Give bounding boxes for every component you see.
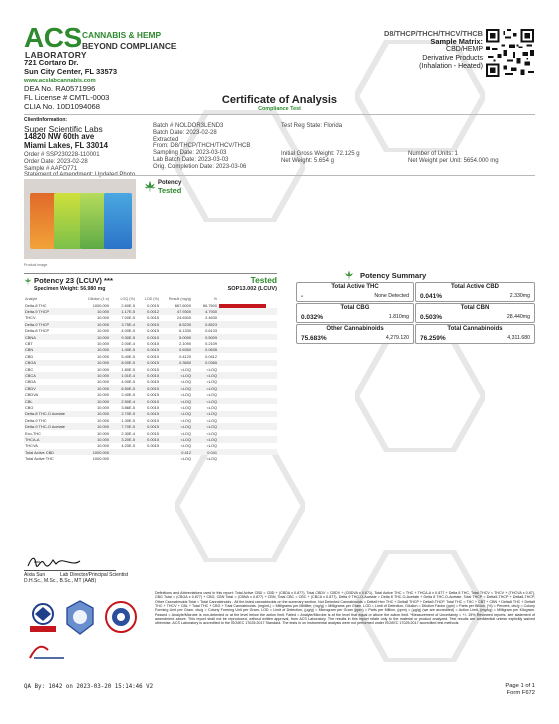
lod-cell: 0.0015 xyxy=(136,334,160,340)
qr-code-icon[interactable] xyxy=(486,29,534,77)
result-bar-cell xyxy=(218,455,277,461)
summary-amount: 28.440mg xyxy=(506,314,530,320)
sample-matrix-label: Sample Matrix: xyxy=(430,37,483,47)
lod-cell: 0.0015 xyxy=(136,372,160,378)
sop-code: SOP13.002 (LCUV) xyxy=(227,286,277,292)
result-pct-cell: 0.0365 xyxy=(192,360,218,366)
analyte-cell: Delta-9 THCP xyxy=(24,308,82,314)
result-pct-cell: 66.7600 xyxy=(202,302,217,308)
loq-cell: 2.40E-5 xyxy=(121,392,135,398)
dilution-cell: 10.000 xyxy=(82,334,110,340)
dilution-cell: 10.000 xyxy=(97,392,109,398)
specimen-weight: Specimen Weight: 56.980 mg xyxy=(34,286,106,292)
summary-total-active-cbd xyxy=(415,282,535,302)
disclaimer-text: Definitions and Abbreviations used in this report: Total Active CBD = CBD + (CBDA x 0.877), Total CBDV = CBDV + (CBDVA x 0.871), Total Active THC = THC + THCA-A x 0.877 + Delta 8 THC, Total THCV = THCV + (THCVA x 0.87), CBG Total = (CBGA x 0.877) + CBG, CBN Total = (CBNA x 0.877) + CBN, Total CBC = CBC + (CBCA x 0.877), Delta 9 THC-O-Acetate = Delta 8 THC-O-Acetate + Delta 8 THC-O-Acetate, Total THCP = Delta9-THCP + Delta8-THCP, Other Cannabinoids Total = Total Cannabinoids - All the listed cannabinoids on the summary section. Not Detected Cannabinoids = Delta9 Hex THC + Delta8 THCP + Delta9-THCP. Total THC = THC + CBT + CBN + Delta8 THC + Delta9 THC + THCV + CBL + Total THC + CBG + Total Cannabinoids. (mg/mL) = Milligrams per Milliliter, (mg/g) = Milligrams per Gram, LOD = Limit of Detection, Dilution = Dilution Factor (ppb) = Parts per Billion, (%) = Percent, cfu/g = Colony Forming Unit per Gram, cfu/g = Colony Forming Unit per Gram, LOD = Limit of Detection, (µg/g) = Microgram per Gram (ppm) = Parts per Million, (ppm) = (µg/g) (we are accredited) = Action Limit, (mg/kg) = Milligram per Kilogram. Passed = Analyte/Microbe is non-detected or at the level below the action limit. Failed = Analyte/Microbe is at the level that equal or above the action limit. *Measurement of Uncertainty = +/- 15% Reviewed reports: see statement of amendment above. This report shall not be reproduced, without written approval, from ACS Laboratory. The results in this report relate only to the material or product analyzed. Test results are confidential unless explicitly waived otherwise. ACS Laboratory is accredited to the ISO/IEC 17025:2017 Standard. The tests in on instrumental analysis were not performed under ISO/IEC 17025:2017 accredited test methods. xyxy=(155,591,535,626)
watermark-hexagon xyxy=(355,340,485,452)
page-subtitle: Compliance Test xyxy=(258,106,301,112)
extracted-from: From: D8/THCP/THCH/THCV/THCB xyxy=(153,143,251,150)
loq-cell: 4.00E-5 xyxy=(121,379,135,385)
cannabis-leaf-icon xyxy=(144,180,156,192)
dilution-cell: 10.000 xyxy=(82,423,110,429)
result-mg-cell: 8.5230 xyxy=(160,321,192,327)
result-mg-cell: 0.412 xyxy=(160,449,192,455)
extracted-label: Extracted xyxy=(153,136,179,143)
analyte-cell: Delta-8 THCP xyxy=(25,328,50,334)
loq-cell: 3.20E-5 xyxy=(110,436,136,442)
result-pct-cell: <LOQ xyxy=(206,379,217,385)
summary-amount: None Detected xyxy=(374,293,409,299)
ilac-accredited-icon xyxy=(28,602,58,634)
lod-cell: 0.0015 xyxy=(136,423,160,429)
lod-cell: 0.0015 xyxy=(136,347,160,353)
loq-cell: 1.01E-4 xyxy=(110,372,136,378)
loq-cell: 1.40E-5 xyxy=(110,347,136,353)
divider xyxy=(24,175,535,176)
client-street: 14820 NW 60th ave xyxy=(24,132,95,141)
result-mg-cell: <LOQ xyxy=(180,366,191,372)
batch-number: Batch # NOLDOR3LEND3 xyxy=(153,123,224,129)
lod-cell: 0.0015 xyxy=(136,385,160,391)
result-mg-cell: 5.0090 xyxy=(160,334,192,340)
result-mg-cell: 667.6000 xyxy=(174,302,191,308)
loq-cell: 1.80E-5 xyxy=(121,366,135,372)
analyte-cell: CBC xyxy=(25,366,34,372)
client-info xyxy=(24,116,108,150)
loq-cell: 2.30E-4 xyxy=(121,430,135,436)
result-pct-cell: <LOQ xyxy=(192,372,218,378)
lod-cell xyxy=(136,455,160,461)
analyte-cell: Delta-9 THC xyxy=(25,417,47,423)
table-header-row xyxy=(24,291,277,302)
dilution-cell: 10.000 xyxy=(97,315,109,321)
summary-label: Other Cannabinoids xyxy=(326,326,384,332)
form-number: Form F672 xyxy=(506,690,535,696)
dilution-cell: 10.000 xyxy=(97,417,109,423)
potency-summary-title: Potency Summary xyxy=(360,271,427,280)
dilution-cell: 10.000 xyxy=(97,366,109,372)
result-mg-cell: 0.4120 xyxy=(179,353,191,359)
result-mg-cell: <LOQ xyxy=(180,417,191,423)
result-pct-cell: <LOQ xyxy=(206,443,217,449)
dilution-cell: 10.000 xyxy=(82,411,110,417)
weights-block xyxy=(281,151,360,165)
lab-street: 721 Cortaro Dr. xyxy=(24,58,79,67)
analyte-cell: Delta-9 THCP xyxy=(24,321,82,327)
net-weight-per-unit: Net Weight per Unit: 5654.000 mg xyxy=(408,157,499,164)
summary-amount: 1.810mg xyxy=(388,314,409,320)
loq-cell: 4.20E-5 xyxy=(121,443,135,449)
dilution-cell: 10.000 xyxy=(82,308,110,314)
result-pct-cell: 0.0412 xyxy=(205,353,217,359)
qa-stamp: QA By: 1042 on 2023-03-20 15:14:46 V2 xyxy=(24,684,154,690)
analyte-cell: Delta-8 THC xyxy=(25,302,47,308)
potency-tested: Tested xyxy=(158,186,182,195)
analyte-cell: THCVA xyxy=(25,443,38,449)
sample-matrix-line-3: (Inhalation - Heated) xyxy=(419,62,483,70)
dilution-cell: 10.000 xyxy=(82,385,110,391)
lod-cell: 0.0015 xyxy=(147,366,159,372)
net-weight: Net Weight: 5.654 g xyxy=(281,157,334,164)
fl-license: FL License # CMTL-0003 xyxy=(24,93,110,103)
dilution-cell: 10.000 xyxy=(97,353,109,359)
summary-percent: 76.259% xyxy=(420,335,446,342)
summary-percent: 0.503% xyxy=(420,314,443,321)
loq-cell: 8.00E-5 xyxy=(110,360,136,366)
lod-cell: 0.0015 xyxy=(147,430,159,436)
lod-cell: 0.0015 xyxy=(136,436,160,442)
column-header: Dilution (1:n) xyxy=(88,297,109,302)
result-pct-cell: <LOQ xyxy=(192,411,218,417)
order-date: Order Date: 2023-02-28 xyxy=(24,158,88,165)
logo-subtext: LABORATORY xyxy=(25,50,87,60)
analyte-cell: CBNA xyxy=(24,334,82,340)
cannabis-leaf-icon xyxy=(344,270,354,280)
lab-website[interactable]: www.acslabcannabis.com xyxy=(24,77,96,84)
test-reg-state: Test Reg State: Florida xyxy=(281,123,343,129)
result-pct-cell: <LOQ xyxy=(206,366,217,372)
result-mg-cell: <LOQ xyxy=(160,385,192,391)
client-info-heading: ClientInformation: xyxy=(24,117,68,123)
dilution-cell: 10.000 xyxy=(97,328,109,334)
potency-label: Potency xyxy=(158,180,182,186)
summary-percent: 0.032% xyxy=(301,314,324,321)
product-image-caption: Product Image xyxy=(24,263,48,267)
dilution-cell: 10.000 xyxy=(82,360,110,366)
signature-image xyxy=(26,553,82,569)
result-pct-cell: 2.4630 xyxy=(205,315,217,321)
lod-cell: 0.0015 xyxy=(136,411,160,417)
lod-cell: 0.0015 xyxy=(147,328,159,334)
lod-cell: 0.0015 xyxy=(147,392,159,398)
result-pct-cell: <LOQ xyxy=(206,430,217,436)
divider xyxy=(24,114,535,115)
potency-status xyxy=(158,179,181,195)
result-mg-cell: <LOQ xyxy=(160,423,192,429)
product-image xyxy=(24,179,136,259)
summary-total-cbn xyxy=(415,303,535,323)
potency-title: Potency 23 (LCUV) *** xyxy=(34,276,113,285)
column-header: % xyxy=(213,297,217,302)
analyte-cell: Total Active THC xyxy=(25,456,54,462)
loq-cell: 9.30E-5 xyxy=(110,334,136,340)
batch-block xyxy=(153,123,250,171)
result-mg-cell: 47.9300 xyxy=(160,308,192,314)
analyte-cell: Total Active CBD xyxy=(24,449,82,455)
summary-amount: 2.330mg xyxy=(509,293,530,299)
potency-tested-badge: Tested xyxy=(250,275,277,285)
analyte-cell: CBDV xyxy=(24,385,82,391)
result-pct-cell: 4.7930 xyxy=(192,308,218,314)
completion-date: Orig. Completion Date: 2023-03-06 xyxy=(153,163,247,170)
result-mg-cell: 6.1330 xyxy=(179,328,191,334)
summary-amount: 4,279.120 xyxy=(385,335,409,341)
result-pct-cell: 0.8523 xyxy=(192,321,218,327)
dilution-cell: 10.000 xyxy=(97,404,109,410)
dilution-cell: 10.000 xyxy=(82,372,110,378)
analyte-cell: CBT xyxy=(25,341,33,347)
result-mg-cell: 0.6350 xyxy=(160,347,192,353)
analyte-cell: CBGA xyxy=(24,360,82,366)
lab-batch-date: Lab Batch Date: 2023-03-03 xyxy=(153,156,229,163)
loq-cell: 2.00E-4 xyxy=(121,341,135,347)
dilution-cell: 10.000 xyxy=(97,443,109,449)
result-mg-cell: <LOQ xyxy=(180,392,191,398)
loq-cell: 6.50E-5 xyxy=(110,385,136,391)
sample-number: Sample # AAFO771 xyxy=(24,165,78,172)
result-pct-cell: <LOQ xyxy=(206,392,217,398)
loq-cell: 2.70E-5 xyxy=(110,411,136,417)
order-number: Order # SSP230228-110001 xyxy=(24,152,100,158)
cannabinoid-table xyxy=(24,291,277,462)
column-header: LOQ (%) xyxy=(120,297,135,302)
result-mg-cell: <LOQ xyxy=(180,443,191,449)
loq-cell: 7.70E-5 xyxy=(110,423,136,429)
loq-cell: 4.00E-5 xyxy=(121,328,135,334)
dea-number: DEA No. RA0571996 xyxy=(24,84,96,94)
summary-label: Total Active CBD xyxy=(450,284,499,290)
loq-cell: 2.60E-5 xyxy=(121,302,135,308)
sample-matrix-block xyxy=(384,30,483,71)
dilution-cell: 1000.000 xyxy=(82,449,110,455)
lod-cell: 0.0015 xyxy=(147,404,159,410)
analyte-cell: CBCA xyxy=(24,372,82,378)
column-header: LOD (%) xyxy=(144,297,159,302)
dilution-cell: 10.000 xyxy=(97,379,109,385)
dilution-cell: 1000.000 xyxy=(92,456,109,462)
clia-number: CLIA No. 10D1094068 xyxy=(24,101,100,111)
analyte-cell: THCV xyxy=(25,315,36,321)
lod-cell: 0.0015 xyxy=(147,417,159,423)
sample-matrix-line-1: CBD/HEMP xyxy=(446,46,483,54)
signature-line xyxy=(24,570,116,571)
tagline-compliance: BEYOND COMPLIANCE xyxy=(82,41,177,51)
tagline-cannabis: CANNABIS & HEMP xyxy=(82,30,162,40)
result-mg-cell: <LOQ xyxy=(160,436,192,442)
loq-cell xyxy=(110,455,136,461)
state-seal-icon xyxy=(104,600,138,634)
dilution-cell: 1000.000 xyxy=(92,302,109,308)
page-number: Page 1 of 1 xyxy=(505,683,535,689)
result-pct-cell: <LOQ xyxy=(192,423,218,429)
loq-cell: 3.75E-4 xyxy=(110,321,136,327)
lab-logo xyxy=(24,22,87,60)
analyte-cell: THCA-A xyxy=(24,436,82,442)
lod-cell: 0.0015 xyxy=(147,302,159,308)
result-mg-cell: <LOQ xyxy=(180,430,191,436)
analyte-cell: Delta-8 THC-O Acetate xyxy=(24,411,82,417)
result-mg-cell: <LOQ xyxy=(160,411,192,417)
lod-cell: 0.0015 xyxy=(136,321,160,327)
column-header: Analyte xyxy=(25,297,38,302)
signer-credentials: D.H.Sc., M.Sc., B.Sc., MT (AAB) xyxy=(24,578,97,585)
result-pct-cell: <LOQ xyxy=(206,456,217,462)
loq-cell: 7.00E-5 xyxy=(121,315,135,321)
lod-cell: 0.0015 xyxy=(136,398,160,404)
lab-city: Sun City Center, FL 33573 xyxy=(24,66,118,76)
analyte-cell: CBL xyxy=(24,398,82,404)
certification-seal-icon xyxy=(64,600,96,636)
lod-cell: 0.0015 xyxy=(147,341,159,347)
result-mg-cell: <LOQ xyxy=(180,379,191,385)
summary-total-active-thc xyxy=(296,282,414,302)
sampling-date: Sampling Date: 2023-03-03 xyxy=(153,150,227,157)
analyte-cell: CBG xyxy=(25,404,34,410)
product-codes: D8/THCP/THCH/THCV/THCB xyxy=(384,29,483,38)
signer-title: Lab Director/Principal Scientist xyxy=(60,572,129,578)
page-title: Certificate of Analysis xyxy=(221,94,338,106)
summary-amount: 4,311.680 xyxy=(507,335,530,341)
result-pct-cell: <LOQ xyxy=(192,436,218,442)
result-pct-cell: 0.6133 xyxy=(205,328,217,334)
summary-total-cannabinoids xyxy=(415,324,535,344)
summary-percent: - xyxy=(301,293,304,300)
lod-cell: 0.0015 xyxy=(147,443,159,449)
result-pct-cell: <LOQ xyxy=(206,417,217,423)
loq-cell: 1.17E-5 xyxy=(110,308,136,314)
client-name: Super Scientific Labs xyxy=(24,123,103,134)
summary-label: Total Cannabinoids xyxy=(447,326,503,332)
result-pct-cell: <LOQ xyxy=(206,404,217,410)
result-pct-cell: 0.041 xyxy=(192,449,218,455)
sample-matrix-line-2: Derivative Products xyxy=(422,54,483,62)
lod-cell: 0.0015 xyxy=(147,315,159,321)
dilution-cell: 10.000 xyxy=(82,398,110,404)
lod-cell: 0.0015 xyxy=(136,360,160,366)
client-city: Miami Lakes, FL 33014 xyxy=(24,140,108,150)
summary-percent: 0.041% xyxy=(420,293,443,300)
initial-gross-weight: Initial Gross Weight: 72.125 g xyxy=(281,151,360,157)
result-pct-cell: 0.2109 xyxy=(205,341,217,347)
dilution-cell: 10.000 xyxy=(82,347,110,353)
batch-date: Batch Date: 2023-02-28 xyxy=(153,129,217,136)
summary-other-cannabinoids xyxy=(296,324,414,344)
summary-label: Total CBG xyxy=(340,305,370,311)
result-mg-cell: 24.6300 xyxy=(176,315,191,321)
result-mg-cell: 0.3650 xyxy=(160,360,192,366)
summary-label: Total CBN xyxy=(460,305,490,311)
result-mg-cell: <LOQ xyxy=(160,398,192,404)
dilution-cell: 10.000 xyxy=(82,321,110,327)
loq-cell: 1.30E-5 xyxy=(121,417,135,423)
result-mg-cell: 2.1090 xyxy=(179,341,191,347)
result-pct-cell: 0.5009 xyxy=(192,334,218,340)
watermark-hexagon xyxy=(175,450,305,562)
analyte-cell: Exo-THC xyxy=(25,430,41,436)
accreditation-logos xyxy=(24,598,152,670)
cannabis-leaf-icon xyxy=(24,277,32,285)
table-row xyxy=(24,455,277,461)
number-of-units: Number of Units: 1 xyxy=(408,151,459,157)
summary-label: Total Active THC xyxy=(331,284,379,290)
analyte-cell: CBDVA xyxy=(25,392,39,398)
result-mg-cell: <LOQ xyxy=(180,404,191,410)
signer-name: Aixia Sun xyxy=(24,572,46,578)
dilution-cell: 10.000 xyxy=(97,341,109,347)
result-pct-cell: <LOQ xyxy=(192,385,218,391)
dilution-cell: 10.000 xyxy=(97,430,109,436)
analyte-cell: CBN xyxy=(24,347,82,353)
dilution-cell: 10.000 xyxy=(82,436,110,442)
lod-cell: 0.0012 xyxy=(136,308,160,314)
summary-total-cbg xyxy=(296,303,414,323)
summary-percent: 75.683% xyxy=(301,335,327,342)
analyte-cell: Delta-9 THC-O Acetate xyxy=(24,423,82,429)
page-footer xyxy=(505,683,535,697)
result-mg-cell: <LOQ xyxy=(160,372,192,378)
analyte-cell: CBD xyxy=(25,353,34,359)
result-pct-cell: 0.0635 xyxy=(192,347,218,353)
result-mg-cell: <LOQ xyxy=(180,456,191,462)
analyte-cell: CBDA xyxy=(25,379,36,385)
column-header: Result (mg/g) xyxy=(168,297,191,302)
lod-cell: 0.0015 xyxy=(147,379,159,385)
loq-cell: 3.86E-5 xyxy=(121,404,135,410)
result-pct-cell: <LOQ xyxy=(192,398,218,404)
units-block xyxy=(408,151,499,165)
logo-text: ACS xyxy=(24,22,82,53)
lod-cell: 0.0015 xyxy=(147,353,159,359)
result-bar xyxy=(219,304,266,308)
loq-cell: 2.50E-4 xyxy=(110,398,136,404)
loq-cell: 5.40E-5 xyxy=(121,353,135,359)
ahca-logo-icon xyxy=(28,642,68,660)
